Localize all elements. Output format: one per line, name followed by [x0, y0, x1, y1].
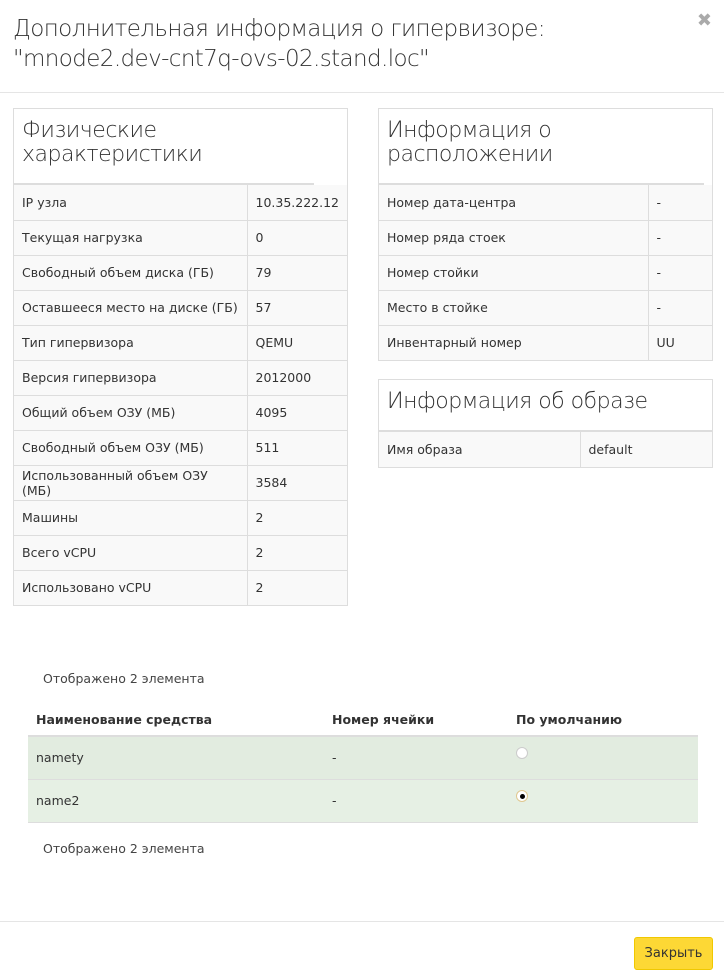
table-row — [14, 185, 347, 220]
image-panel — [378, 379, 713, 468]
row-label: Текущая нагрузка — [14, 220, 247, 255]
row-value: 4095 — [247, 395, 347, 430]
column-header: Номер ячейки — [324, 704, 508, 736]
table-row — [14, 535, 347, 570]
panel-title: Информация об образе — [379, 380, 712, 432]
table-row — [14, 220, 347, 255]
row-value: QEMU — [247, 325, 347, 360]
item-count: Отображено 2 элемента — [43, 841, 205, 856]
dialog-title: Дополнительная информация о гипервизоре: "mnode2.dev-cnt7q-ovs-02.stand.loc" — [13, 16, 545, 72]
row-value: 10.35.222.12 — [247, 185, 347, 220]
row-value: 79 — [247, 255, 347, 290]
row-value: 2 — [247, 500, 347, 535]
close-icon[interactable]: ✖ — [696, 10, 712, 31]
row-value: 57 — [247, 290, 347, 325]
physical-panel — [13, 108, 348, 606]
table-row — [379, 220, 712, 255]
table-row — [14, 325, 347, 360]
row-value: 2 — [247, 570, 347, 605]
row-label: Тип гипервизора — [14, 325, 247, 360]
resource-name: name2 — [28, 779, 324, 822]
close-button[interactable]: Закрыть — [634, 937, 713, 970]
row-value: 0 — [247, 220, 347, 255]
table-row — [14, 465, 347, 500]
table-row — [14, 500, 347, 535]
row-label: Свободный объем ОЗУ (МБ) — [14, 430, 247, 465]
table-row — [379, 290, 712, 325]
row-label: Всего vCPU — [14, 535, 247, 570]
row-label: Место в стойке — [379, 290, 648, 325]
row-value: - — [648, 255, 712, 290]
panel-title: Информация о расположении — [379, 109, 704, 185]
table-row — [28, 779, 698, 822]
row-label: Имя образа — [379, 432, 580, 467]
row-label: Инвентарный номер — [379, 325, 648, 360]
location-panel — [378, 108, 713, 361]
row-value: - — [648, 185, 712, 220]
row-label: Номер стойки — [379, 255, 648, 290]
table-row — [379, 185, 712, 220]
row-label: Оставшееся место на диске (ГБ) — [14, 290, 247, 325]
row-value: default — [580, 432, 712, 467]
row-value: 2012000 — [247, 360, 347, 395]
table-row — [379, 432, 712, 467]
row-label: IP узла — [14, 185, 247, 220]
divider — [0, 921, 724, 922]
row-label: Версия гипервизора — [14, 360, 247, 395]
cell-number: - — [324, 736, 508, 779]
row-label: Номер ряда стоек — [379, 220, 648, 255]
table-row — [379, 325, 712, 360]
column-header: По умолчанию — [508, 704, 698, 736]
column-header: Наименование средства — [28, 704, 324, 736]
divider — [0, 92, 724, 93]
table-row — [14, 290, 347, 325]
row-label: Номер дата-центра — [379, 185, 648, 220]
item-count: Отображено 2 элемента — [43, 671, 205, 686]
row-label: Общий объем ОЗУ (МБ) — [14, 395, 247, 430]
table-row — [14, 360, 347, 395]
row-value: - — [648, 220, 712, 255]
table-row — [14, 570, 347, 605]
row-value: 511 — [247, 430, 347, 465]
table-row — [28, 736, 698, 779]
table-row — [14, 255, 347, 290]
default-radio[interactable] — [516, 747, 528, 759]
row-label: Использовано vCPU — [14, 570, 247, 605]
row-label: Машины — [14, 500, 247, 535]
table-row — [379, 255, 712, 290]
resource-name: namety — [28, 736, 324, 779]
cell-number: - — [324, 779, 508, 822]
row-value: 2 — [247, 535, 347, 570]
row-label: Использованный объем ОЗУ (МБ) — [14, 465, 247, 500]
default-radio[interactable] — [516, 790, 528, 802]
resources-table — [28, 704, 698, 823]
row-value: 3584 — [247, 465, 347, 500]
row-value: UU — [648, 325, 712, 360]
row-label: Свободный объем диска (ГБ) — [14, 255, 247, 290]
row-value: - — [648, 290, 712, 325]
table-row — [14, 395, 347, 430]
table-row — [14, 430, 347, 465]
panel-title: Физические характеристики — [14, 109, 314, 185]
